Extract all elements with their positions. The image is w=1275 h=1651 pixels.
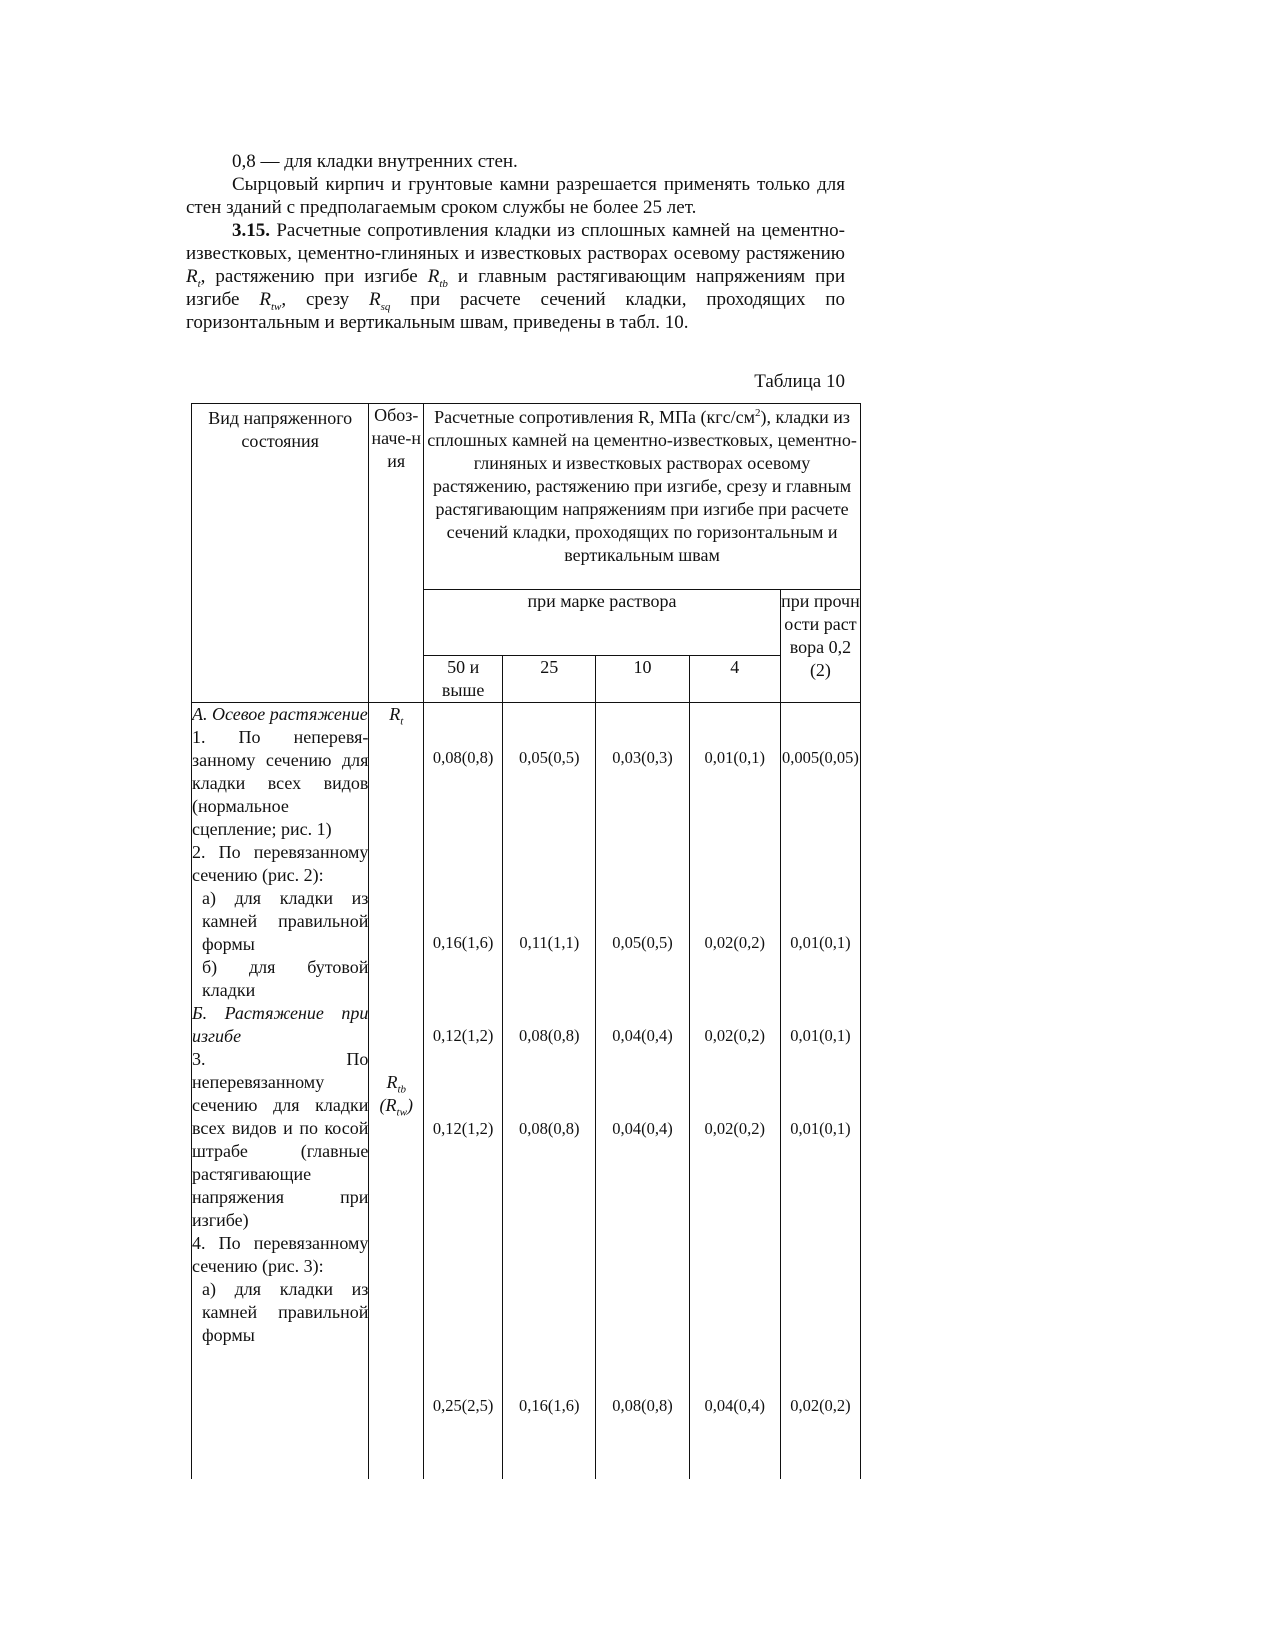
header-col-10: 10 [596, 656, 689, 703]
value-cell: 0,01(0,1) [790, 1119, 851, 1138]
value-cell: 0,02(0,2) [704, 933, 766, 952]
symbol: $R_{tb}$ [427, 266, 448, 290]
symbol-rtw: $(R_{tw})$ [379, 1095, 413, 1119]
header-col-4: 4 [689, 656, 780, 703]
value-cell: 0,02(0,2) [704, 1026, 766, 1045]
paragraph-text: Сырцовый кирпич и грунтовые камни разрешается применять только для стен зданий с предполагаемым сроком службы не более 25 лет. [186, 174, 845, 218]
value-cell: 0,02(0,2) [790, 1396, 851, 1415]
table-caption: Таблица 10 [754, 371, 845, 392]
value-cell: 0,005(0,05) [781, 748, 859, 767]
value-cell: 0,05(0,5) [519, 748, 580, 767]
value-cell: 0,04(0,4) [704, 1396, 766, 1415]
value-cell: 0,08(0,8) [519, 1119, 580, 1138]
header-marka: при марке раствора [424, 590, 781, 656]
value-cell: 0,12(1,2) [432, 1119, 494, 1138]
value-cell: 0,16(1,6) [432, 933, 494, 952]
value-cell: 0,12(1,2) [432, 1026, 494, 1045]
paragraph-inner-walls [186, 150, 845, 173]
value-cell: 0,25(2,5) [432, 1396, 494, 1415]
paragraph-text: , растяжению при изгибе [200, 266, 418, 287]
paragraph-text: и главным растягивающим напряжениям при изгибе [186, 266, 846, 310]
value-cell: 0,01(0,1) [704, 748, 766, 767]
symbol-rt: $R_t$ [389, 704, 404, 728]
value-cell: 0,02(0,2) [704, 1119, 766, 1138]
row-4a-desc: а) для кладки из камней правильной формы [202, 1279, 369, 1345]
value-cell: 0,03(0,3) [612, 748, 673, 767]
symbol-rtb: $R_{tb}$ [386, 1072, 407, 1096]
table-header-row [192, 404, 861, 590]
section-a-title: А. Осевое растяжение [192, 704, 368, 724]
header-prochnost: при прочности раствора 0,2 (2) [780, 590, 860, 703]
value-cell: 0,01(0,1) [790, 933, 851, 952]
value-cell: 0,04(0,4) [612, 1119, 673, 1138]
resistance-table [191, 403, 861, 1479]
value-cell: 0,11(1,1) [519, 933, 580, 952]
header-oboz: Обоз-наче-ния [369, 404, 424, 703]
row-3-desc: 3. По неперевязанному сечению для кладки всех видов и по косой штрабе (главные растягивающие напряжения при изгибе) [192, 1049, 369, 1230]
row-2-desc: 2. По перевязанному сечению (рис. 2): [192, 842, 369, 885]
value-cell: 0,16(1,6) [519, 1396, 580, 1415]
values-col-prochnost [780, 703, 860, 1479]
symbol: $R_{tw}$ [259, 289, 282, 313]
row-1-desc: 1. По неперевя-занному сечению для кладки всех видов (нормальное сцепление; рис. 1) [192, 727, 369, 839]
symbols-column [369, 703, 424, 1479]
paragraph-3-15 [186, 219, 845, 334]
section-number: 3.15. [232, 220, 270, 241]
value-cell: 0,08(0,8) [432, 748, 494, 767]
paragraph-raw-brick [186, 173, 845, 219]
values-col-4 [689, 703, 780, 1479]
header-main: Расчетные сопротивления R, МПа $(кгс/см^2)$, кладки из сплошных камней на цементно-известковых, цементно-глиняных и известковых растворах осевому растяжению, растяжению при изгибе, срезу и главным растягивающим напряжениям при изгибе при расчете сечений кладки, проходящих по горизонтальным и вертикальным швам [424, 404, 861, 590]
row-4-desc: 4. По перевязанному сечению (рис. 3): [192, 1233, 369, 1276]
paragraph-text: , срезу [281, 289, 350, 310]
paragraph-text: Расчетные сопротивления кладки из сплошных камней на цементно-известковых, цементно-глиняных и известковых растворах осевому растяжению [186, 220, 846, 264]
header-vid: Вид напряженного состояния [192, 404, 369, 703]
values-col-25 [503, 703, 596, 1479]
row-2a-desc: а) для кладки из камней правильной формы [202, 888, 369, 954]
row-2b-desc: б) для бутовой кладки [202, 957, 369, 1000]
row-descriptions [192, 703, 369, 1479]
header-col-50: 50 и выше [424, 656, 503, 703]
section-b-title: Б. Растяжение при изгибе [192, 1003, 369, 1046]
table-body-row [192, 703, 861, 1479]
value-cell: 0,08(0,8) [612, 1396, 673, 1415]
paragraph-text: 0,8 — для кладки внутренних стен. [232, 151, 518, 172]
value-cell: 0,08(0,8) [519, 1026, 580, 1045]
symbol: $R_t$ [186, 266, 201, 290]
paragraph-text: при расчете сечений кладки, проходящих по горизонтальным и вертикальным швам, приведены в табл. 10. [186, 289, 845, 333]
header-col-25: 25 [503, 656, 596, 703]
value-cell: 0,05(0,5) [612, 933, 673, 952]
value-cell: 0,01(0,1) [790, 1026, 851, 1045]
values-col-50 [424, 703, 503, 1479]
value-cell: 0,04(0,4) [612, 1026, 673, 1045]
values-col-10 [596, 703, 689, 1479]
symbol: $R_{sq}$ [369, 289, 391, 313]
